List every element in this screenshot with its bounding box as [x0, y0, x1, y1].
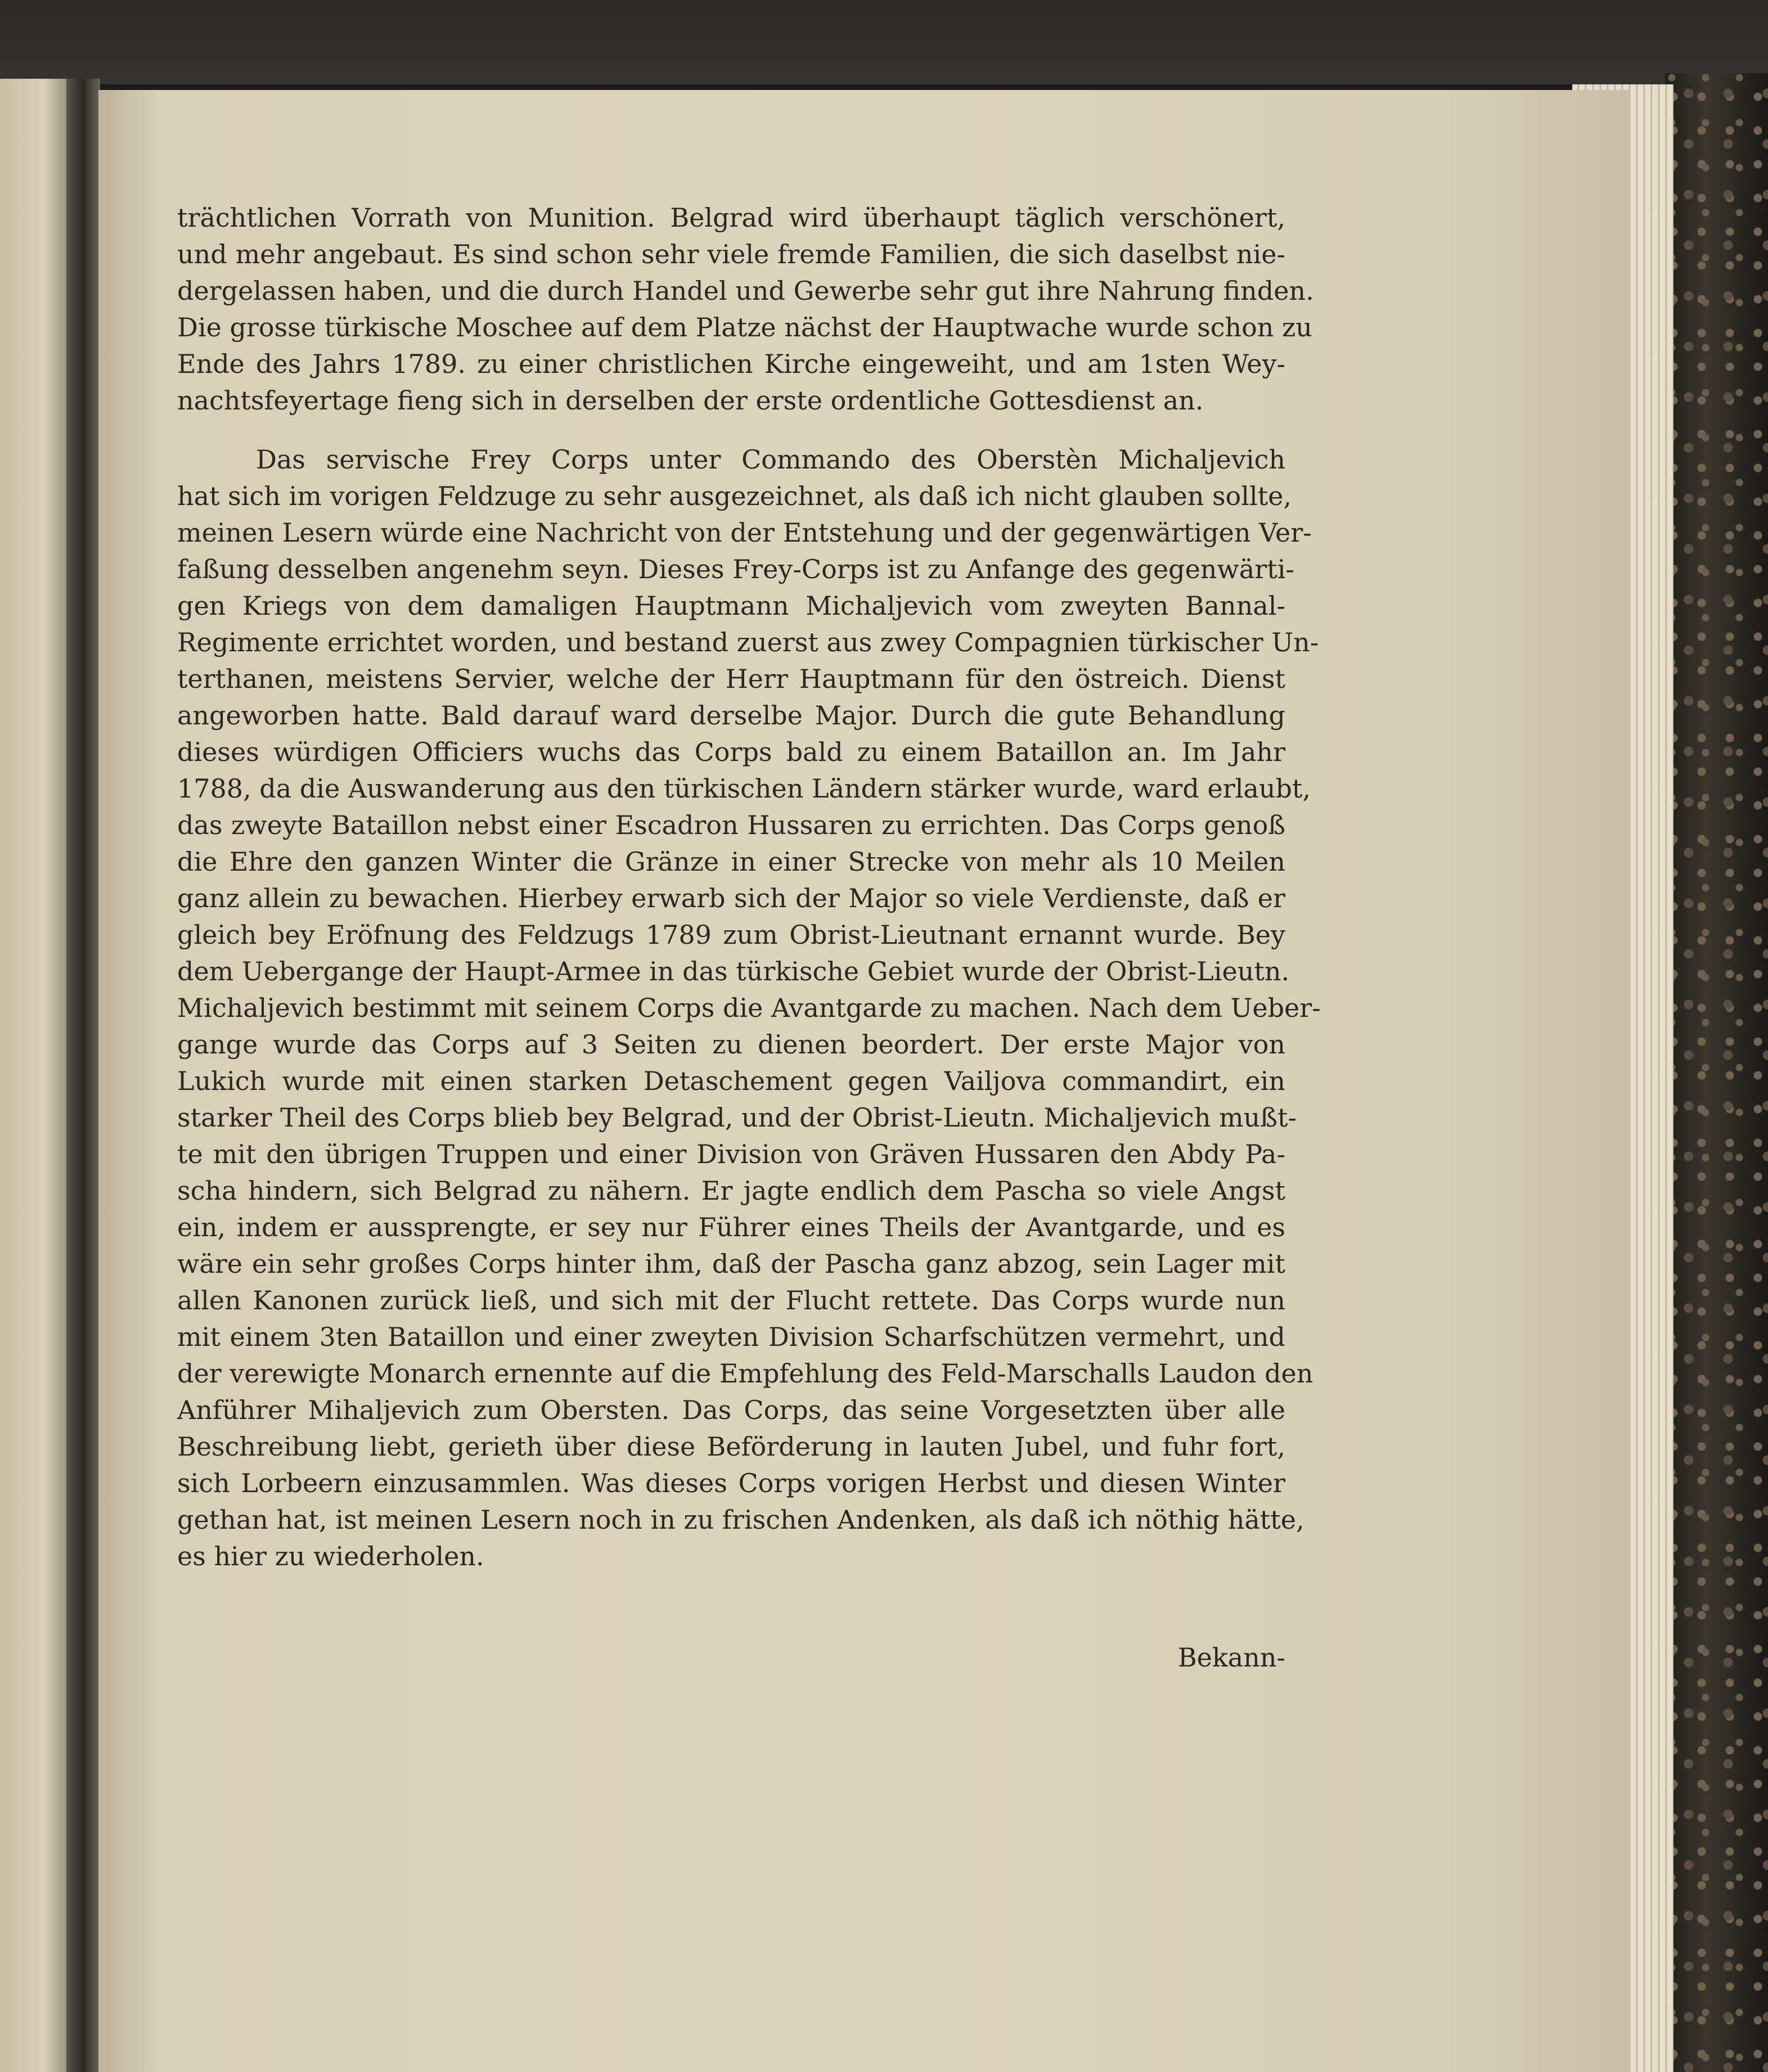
text-line: Beschreibung liebt, gerieth über diese Beförderung in lauten Jubel, und fuhr fort,: [177, 1431, 1285, 1462]
text-line: dergelassen haben, und die durch Handel und Gewerbe sehr gut ihre Nahrung finden.: [177, 276, 1314, 306]
book-top-edge: [0, 0, 1768, 84]
book-gutter: [66, 79, 100, 2072]
text-line: faßung desselben angenehm seyn. Dieses Frey-Corps ist zu Anfange des gegenwärti-: [177, 554, 1294, 584]
text-line: gen Kriegs von dem damaligen Hauptmann Michaljevich vom zweyten Bannal-: [177, 591, 1285, 621]
text-line: 1788, da die Auswanderung aus den türkischen Ländern stärker wurde, ward erlaubt,: [177, 773, 1311, 804]
paragraph-gap: [177, 419, 1285, 442]
text-line: Das servische Frey Corps unter Commando des Oberstèn Michaljevich: [256, 444, 1285, 475]
text-line: gleich bey Eröfnung des Feldzugs 1789 zum Obrist-Lieutnant ernannt wurde. Bey: [177, 920, 1285, 950]
text-line: es hier zu wiederholen.: [177, 1541, 484, 1571]
text-line: mit einem 3ten Bataillon und einer zweyten Division Scharfschützen vermehrt, und: [177, 1322, 1285, 1352]
text-line: wäre ein sehr großes Corps hinter ihm, daß der Pascha ganz abzog, sein Lager mit: [177, 1249, 1285, 1279]
left-page-edge: [0, 79, 73, 2072]
text-line: dem Uebergange der Haupt-Armee in das türkische Gebiet wurde der Obrist-Lieutn.: [177, 956, 1290, 987]
text-line: hat sich im vorigen Feldzuge zu sehr ausgezeichnet, als daß ich nicht glauben sollte,: [177, 481, 1292, 511]
text-line: Ende des Jahrs 1789. zu einer christlichen Kirche eingeweiht, und am 1sten Wey-: [177, 349, 1285, 379]
text-line: gethan hat, ist meinen Lesern noch in zu frischen Andenken, als daß ich nöthig hätte,: [177, 1505, 1304, 1535]
text-line: und mehr angebaut. Es sind schon sehr viele fremde Familien, die sich daselbst nie-: [177, 239, 1285, 269]
text-line: das zweyte Bataillon nebst einer Escadron Hussaren zu errichten. Das Corps genoß: [177, 810, 1285, 840]
text-line: trächtlichen Vorrath von Munition. Belgrad wird überhaupt täglich verschönert,: [177, 202, 1285, 233]
text-line: starker Theil des Corps blieb bey Belgrad, und der Obrist-Lieutn. Michaljevich mußt-: [177, 1102, 1297, 1133]
text-line: dieses würdigen Officiers wuchs das Corps bald zu einem Bataillon an. Im Jahr: [177, 737, 1285, 767]
text-line: allen Kanonen zurück ließ, und sich mit der Flucht rettete. Das Corps wurde nun: [177, 1285, 1285, 1316]
text-line: ganz allein zu bewachen. Hierbey erwarb sich der Major so viele Verdienste, daß er: [177, 883, 1285, 913]
text-line: te mit den übrigen Truppen und einer Division von Gräven Hussaren den Abdy Pa-: [177, 1139, 1285, 1169]
book-cover-marbled: [1665, 73, 1768, 2072]
paragraph-2: [177, 442, 1321, 1575]
text-line: Michaljevich bestimmt mit seinem Corps die Avantgarde zu machen. Nach dem Ueber-: [177, 993, 1321, 1023]
text-line: terthanen, meistens Servier, welche der Herr Hauptmann für den östreich. Dienst: [177, 664, 1285, 694]
text-line: angeworben hatte. Bald darauf ward derselbe Major. Durch die gute Behandlung: [177, 700, 1285, 731]
text-line: Anführer Mihaljevich zum Obersten. Das Corps, das seine Vorgesetzten über alle: [177, 1395, 1285, 1425]
text-line: scha hindern, sich Belgrad zu nähern. Er jagte endlich dem Pascha so viele Angst: [177, 1175, 1285, 1206]
text-line: der verewigte Monarch ernennte auf die Empfehlung des Feld-Marschalls Laudon den: [177, 1358, 1313, 1389]
catchword: Bekann-: [1177, 1642, 1285, 1673]
text-line: Lukich wurde mit einen starken Detaschement gegen Vailjova commandirt, ein: [177, 1066, 1285, 1096]
text-line: die Ehre den ganzen Winter die Gränze in einer Strecke von mehr als 10 Meilen: [177, 846, 1285, 877]
paragraph-1: [177, 200, 1314, 419]
text-line: Regimente errichtet worden, und bestand zuerst aus zwey Compagnien türkischer Un-: [177, 627, 1319, 657]
text-line: Die grosse türkische Moschee auf dem Platze nächst der Hauptwache wurde schon zu: [177, 312, 1312, 343]
text-line: gange wurde das Corps auf 3 Seiten zu dienen beordert. Der erste Major von: [177, 1029, 1285, 1060]
page-text: [177, 200, 1321, 1575]
text-line: sich Lorbeern einzusammlen. Was dieses Corps vorigen Herbst und diesen Winter: [177, 1468, 1285, 1498]
text-line: nachtsfeyertage fieng sich in derselben der erste ordentliche Gottesdienst an.: [177, 385, 1204, 416]
text-line: ein, indem er aussprengte, er sey nur Führer eines Theils der Avantgarde, und es: [177, 1212, 1285, 1242]
text-line: meinen Lesern würde eine Nachricht von der Entstehung und der gegenwärtigen Ver-: [177, 517, 1312, 548]
